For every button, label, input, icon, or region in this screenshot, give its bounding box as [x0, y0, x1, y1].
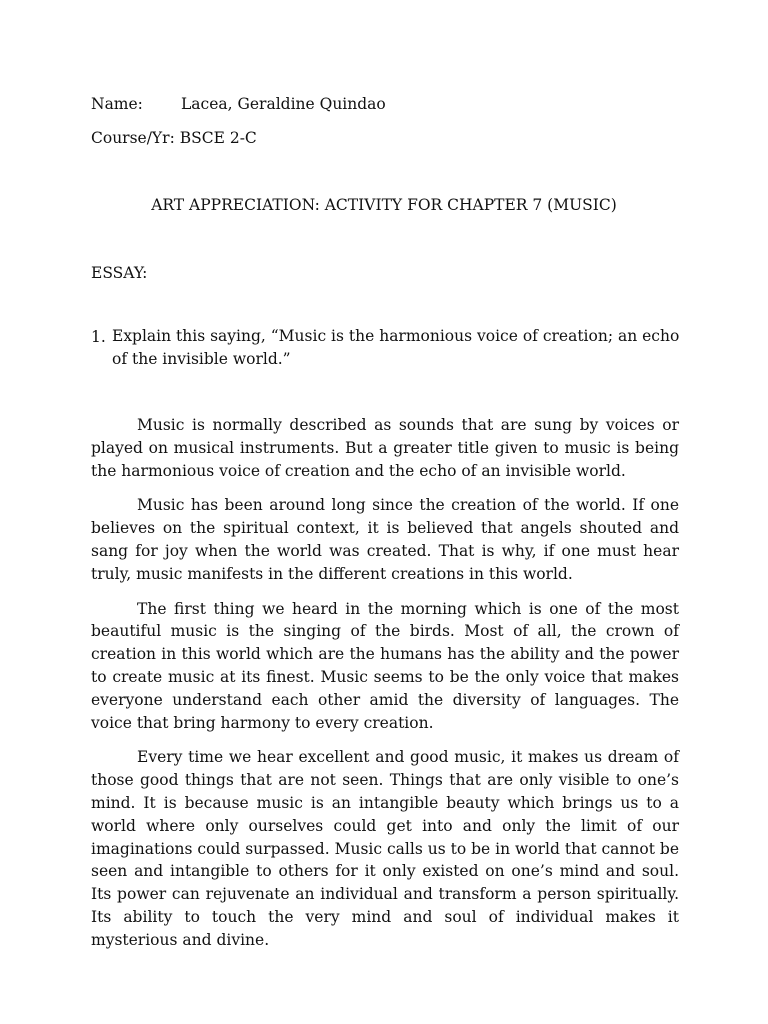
paragraph-3: The first thing we heard in the morning which is one of the most beautiful music is the singing of the birds. Most of all, the crown of creation in this world which are the humans has the ability and the power to create music at its finest. Music seems to be the only voice that makes everyone understand each other amid the diversity of languages. The voice that bring harmony to every creation. — [91, 599, 679, 732]
question-text: Explain this saying, “Music is the harmonious voice of creation; an echo of the invisible world.” — [112, 327, 680, 368]
essay-label: ESSAY: — [91, 264, 148, 282]
paragraph-4: Every time we hear excellent and good music, it makes us dream of those good things that are not seen. Things that are only visible to one’s mind. It is because music is an intangible beauty which brings us to a world where only ourselves could get into and only the limit of our imaginations could surpassed. Music calls us to be in world that cannot be seen and intangible to others for it only existed on one’s mind and soul. Its power can rejuvenate an individual and transform a person spiritually. Its ability to touch the very mind and soul of individual makes it mysterious and divine. — [91, 748, 679, 949]
name-value: Lacea, Geraldine Quindao — [181, 95, 386, 113]
course-year: Course/Yr: BSCE 2-C — [91, 129, 257, 147]
document-title: ART APPRECIATION: ACTIVITY FOR CHAPTER 7 (MUSIC) — [151, 196, 617, 214]
paragraph-1: Music is normally described as sounds that are sung by voices or played on musical instruments. But a greater title given to music is being the harmonious voice of creation and the echo of an invisible world. — [91, 416, 679, 480]
essay-body — [91, 414, 679, 964]
question-number: 1. — [91, 328, 106, 346]
name-label: Name: — [91, 95, 143, 113]
paragraph-2: Music has been around long since the creation of the world. If one believes on the spiritual context, it is believed that angels shouted and sang for joy when the world was created. That is why, if one must hear truly, music manifests in the different creations in this world. — [91, 496, 679, 583]
